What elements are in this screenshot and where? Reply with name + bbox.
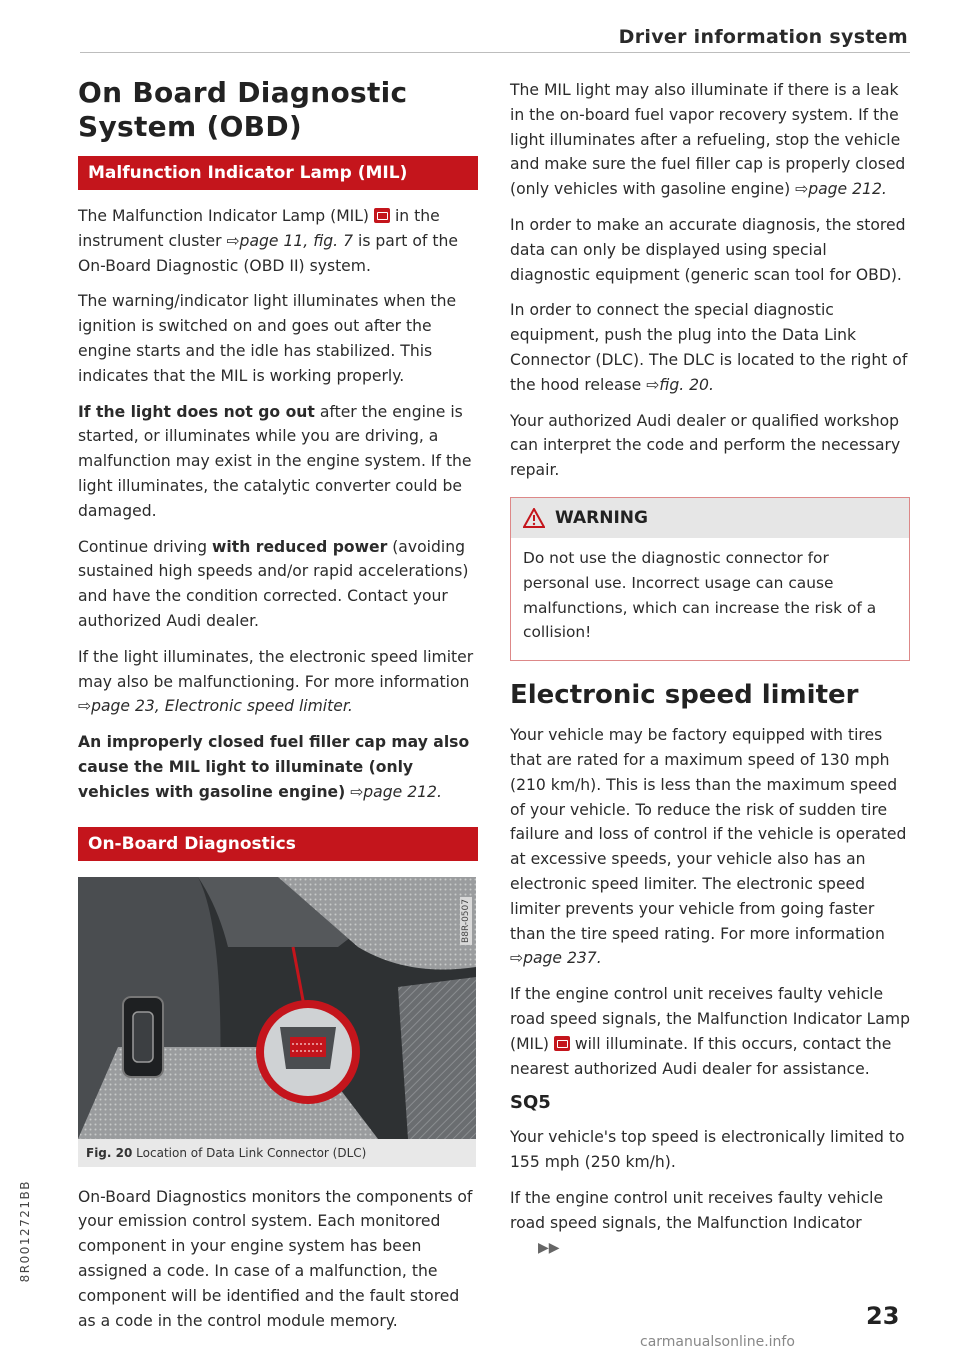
paragraph-fuel-vapor — [510, 78, 910, 202]
dlc-illustration — [78, 877, 476, 1139]
section-title-obd: On Board Diagnostic System (OBD) — [78, 76, 408, 143]
warning-triangle-icon — [523, 508, 545, 528]
warning-header — [511, 498, 909, 538]
subsection-title-sq5: SQ5 — [510, 1092, 551, 1114]
figure-caption — [78, 1139, 476, 1167]
text-span: after the engine is started, or illuminates while you are driving, a malfunction may exist in the engine system. If the light illuminates, the catalytic converter could be damaged. — [78, 402, 472, 520]
paragraph-faulty-signals — [510, 982, 910, 1081]
paragraph-light-stays-on — [78, 400, 478, 524]
page-number: 23 — [866, 1302, 900, 1330]
header-rule — [80, 52, 910, 53]
mil-engine-icon — [374, 208, 390, 223]
figure-code: B8R-0507 — [461, 898, 471, 943]
subheading-mil: Malfunction Indicator Lamp (MIL) — [78, 156, 478, 190]
paragraph-faulty-signals-continued — [510, 1186, 910, 1261]
paragraph-mil-check: The warning/indicator light illuminates when the ignition is switched on and goes out after the engine starts and the idle has stabilized. This indicates that the MIL is working properly. — [78, 292, 457, 385]
figure-caption-text: Location of Data Link Connector (DLC) — [136, 1145, 367, 1160]
page-reference-link[interactable]: ⇨page 212. — [795, 180, 887, 199]
text-span: Continue driving — [78, 537, 213, 556]
paragraph-tire-rating — [510, 723, 910, 971]
text-span: The MIL light may also illuminate if there is a leak in the on-board fuel vapor recovery system. If the light illuminates after a refueling, stop the vehicle and make sure the fuel filler cap is properly closed (only vehicles with gasoline engine) — [510, 81, 906, 199]
mil-engine-icon — [554, 1036, 570, 1051]
figure-reference-link[interactable]: ⇨fig. 20. — [646, 375, 714, 394]
text-span: will illuminate. If this occurs, contact the nearest authorized Audi dealer for assistance. — [510, 1034, 892, 1078]
text-span: in the instrument cluster — [78, 207, 440, 250]
paragraph-speed-limiter-note — [78, 645, 478, 719]
left-column — [78, 76, 478, 1344]
warning-title: WARNING — [555, 507, 648, 528]
text-span: The Malfunction Indicator Lamp (MIL) — [78, 207, 370, 225]
watermark-text: carmanualsonline.info — [640, 1334, 795, 1350]
page-reference-link[interactable]: ⇨page 11, fig. 7 — [226, 231, 354, 250]
paragraph-obd-monitors: On-Board Diagnostics monitors the components of your emission control system. Each monitored component in your engine system has been assigned a code. In case of a malfunction, the component will be identified and the fault stored as a code in the control module memory. — [78, 1187, 473, 1330]
bold-phrase: with reduced power — [212, 537, 388, 556]
subheading-obd: On-Board Diagnostics — [78, 827, 478, 861]
text-span: If the engine control unit receives faulty vehicle road speed signals, the Malfunction Indicator Lamp (MIL) — [510, 985, 910, 1053]
page-reference-link[interactable]: ⇨page 237. — [510, 949, 602, 968]
page-reference-link[interactable]: ⇨page 212. — [345, 782, 442, 801]
paragraph-sq5-limit: Your vehicle's top speed is electronically limited to 155 mph (250 km/h). — [510, 1128, 905, 1172]
warning-text: Do not use the diagnostic connector for personal use. Incorrect usage can cause malfunctions, which can increase the risk of a collision! — [523, 548, 877, 642]
bold-phrase: An improperly closed fuel filler cap may also cause the MIL light to illuminate (only vehicles with gasoline engine) — [78, 733, 470, 801]
section-title-speed-limiter: Electronic speed limiter — [510, 680, 859, 711]
paragraph-fuel-cap — [78, 730, 478, 804]
bold-phrase: If the light does not go out — [78, 402, 315, 421]
figure-dlc-photo — [78, 877, 476, 1139]
paragraph-dlc-location — [510, 298, 910, 397]
warning-box — [510, 497, 910, 661]
running-head: Driver information system — [618, 26, 908, 48]
paragraph-mil-intro — [78, 204, 478, 278]
document-code: 8R0012721BB — [18, 1180, 32, 1283]
figure-label: Fig. 20 — [86, 1145, 133, 1160]
text-span: If the engine control unit receives faulty vehicle road speed signals, the Malfunction Indicator — [510, 1188, 884, 1232]
paragraph-diagnosis: In order to make an accurate diagnosis, the stored data can only be displayed using special diagnostic equipment (generic scan tool for OBD). — [510, 215, 906, 284]
right-column — [510, 78, 910, 1272]
paragraph-dealer: Your authorized Audi dealer or qualified workshop can interpret the code and perform the necessary repair. — [510, 411, 901, 480]
text-span: In order to connect the special diagnostic equipment, push the plug into the Data Link Connector (DLC). The DLC is located to the right of the hood release — [510, 301, 908, 394]
text-span: (avoiding sustained high speeds and/or rapid accelerations) and have the condition corrected. Contact your authorized Audi dealer. — [78, 537, 469, 630]
text-span: If the light illuminates, the electronic speed limiter may also be malfunctioning. For more information — [78, 647, 474, 691]
continue-arrow-icon: ▶▶ — [538, 1240, 560, 1257]
text-span: is part of the On-Board Diagnostic (OBD II) system. — [78, 231, 458, 275]
warning-body — [511, 538, 909, 660]
page-reference-link[interactable]: ⇨page 23, Electronic speed limiter. — [78, 697, 353, 716]
text-span: Your vehicle may be factory equipped with tires that are rated for a maximum speed of 130 mph (210 km/h). This is less than the maximum speed of your vehicle. To reduce the risk of sudden tire failure and loss of control if the vehicle is operated at excessive speeds, your vehicle also has an electronic speed limiter. The electronic speed limiter prevents your vehicle from going faster than the tire speed rating. For more information — [510, 726, 907, 943]
paragraph-reduced-power — [78, 535, 478, 634]
